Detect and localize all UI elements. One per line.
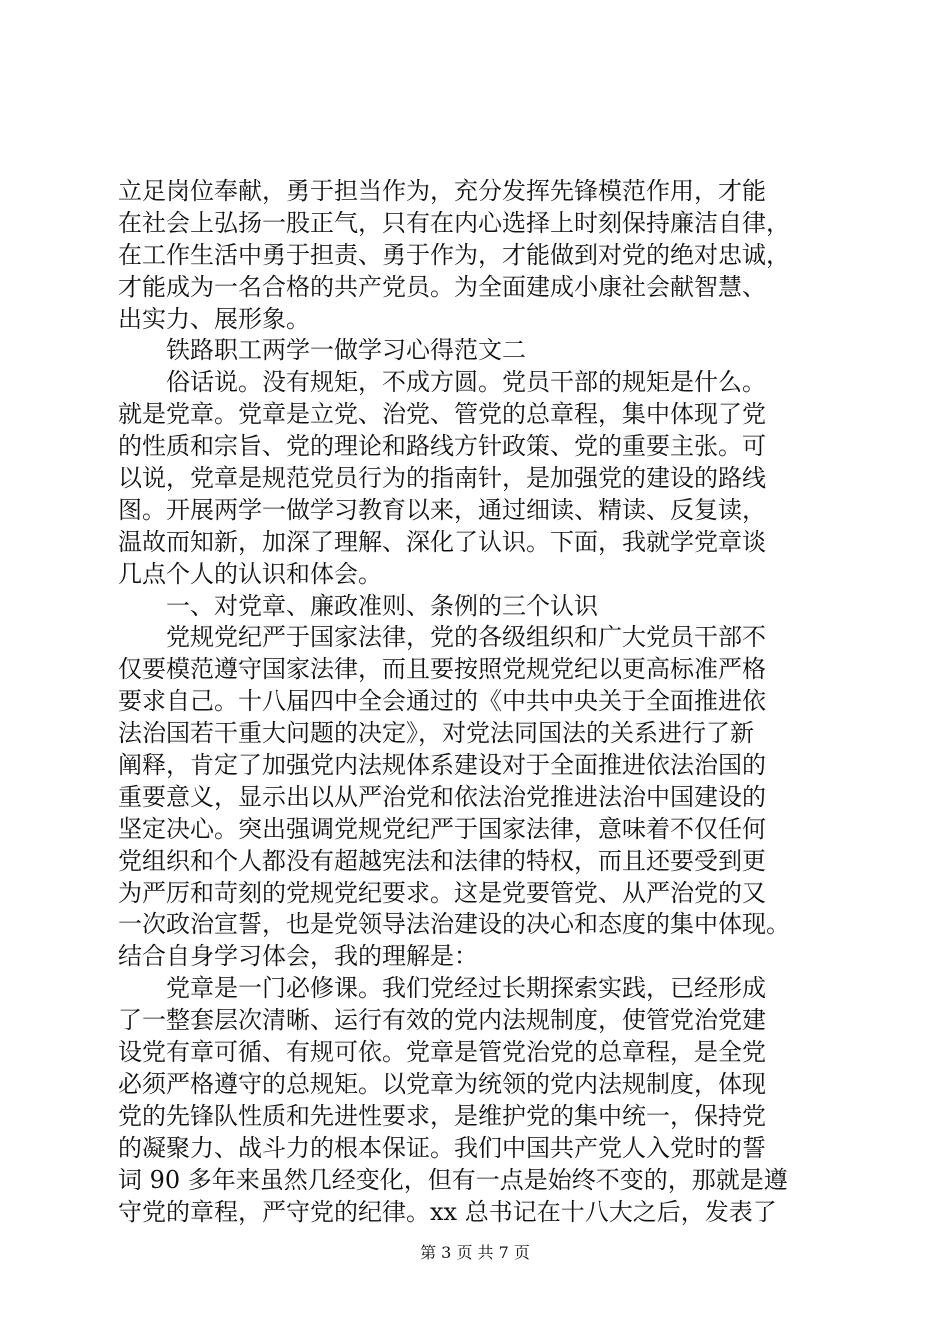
text-line: 坚定决心。突出强调党规党纪严于国家法律，意味着不仅任何 (118, 814, 766, 843)
text-line: 在工作生活中勇于担责、勇于作为，才能做到对党的绝对忠诚， (118, 240, 790, 269)
text-line: 法治国若干重大问题的决定》，对党法同国法的关系进行了新 (118, 719, 754, 748)
text-line: 几点个人的认识和体会。 (118, 559, 382, 588)
text-line: 结合自身学习体会，我的理解是： (118, 942, 478, 971)
text-line: 一、对党章、廉政准则、条例的三个认识 (118, 591, 598, 620)
document-body (118, 176, 838, 1228)
text-line: 党组织和个人都没有超越宪法和法律的特权，而且还要受到更 (118, 846, 766, 875)
text-line: 设党有章可循、有规可依。党章是管党治党的总章程，是全党 (118, 1038, 766, 1067)
text-line: 词 90 多年来虽然几经变化，但有一点是始终不变的，那就是遵 (118, 1165, 788, 1194)
text-line: 守党的章程，严守党的纪律。xx 总书记在十八大之后，发表了 (118, 1197, 777, 1226)
text-line: 立足岗位奉献，勇于担当作为，充分发挥先锋模范作用，才能 (118, 177, 766, 205)
text-line: 阐释，肯定了加强党内法规体系建设对于全面推进依法治国的 (118, 751, 766, 780)
text-line: 就是党章。党章是立党、治党、管党的总章程，集中体现了党 (118, 400, 766, 429)
text-line: 铁路职工两学一做学习心得范文二 (118, 336, 526, 365)
text-line: 党章是一门必修课。我们党经过长期探索实践，已经形成 (118, 974, 766, 1003)
text-line: 俗话说。没有规矩，不成方圆。党员干部的规矩是什么。 (118, 368, 766, 397)
text-line: 党的先锋队性质和先进性要求，是维护党的集中统一，保持党 (118, 1101, 766, 1130)
text-line: 重要意义，显示出以从严治党和依法治党推进法治中国建设的 (118, 782, 766, 811)
page-footer: 第 3 页 共 7 页 (420, 1243, 530, 1262)
text-line: 才能成为一名合格的共产党员。为全面建成小康社会献智慧、 (118, 272, 766, 301)
text-line: 仅要模范遵守国家法律，而且要按照党规党纪以更高标准严格 (118, 655, 766, 684)
text-line: 要求自己。十八届四中全会通过的《中共中央关于全面推进依 (118, 687, 766, 716)
text-line: 必须严格遵守的总规矩。以党章为统领的党内法规制度，体现 (118, 1069, 766, 1098)
text-line: 以说，党章是规范党员行为的指南针，是加强党的建设的路线 (118, 464, 766, 493)
text-line: 党规党纪严于国家法律，党的各级组织和广大党员干部不 (118, 623, 766, 652)
text-line: 的性质和宗旨、党的理论和路线方针政策、党的重要主张。可 (118, 432, 766, 461)
text-line: 出实力、展形象。 (118, 304, 310, 333)
text-line: 温故而知新，加深了理解、深化了认识。下面，我就学党章谈 (118, 527, 766, 556)
text-line: 为严厉和苛刻的党规党纪要求。这是党要管党、从严治党的又 (118, 878, 766, 907)
text-line: 了一整套层次清晰、运行有效的党内法规制度，使管党治党建 (118, 1006, 766, 1035)
text-line: 图。开展两学一做学习教育以来，通过细读、精读、反复读， (118, 495, 766, 524)
text-line: 的凝聚力、战斗力的根本保证。我们中国共产党人入党时的誓 (118, 1133, 766, 1162)
text-line: 一次政治宣誓，也是党领导法治建设的决心和态度的集中体现。 (118, 910, 790, 939)
text-line: 在社会上弘扬一股正气，只有在内心选择上时刻保持廉洁自律， (118, 208, 790, 237)
